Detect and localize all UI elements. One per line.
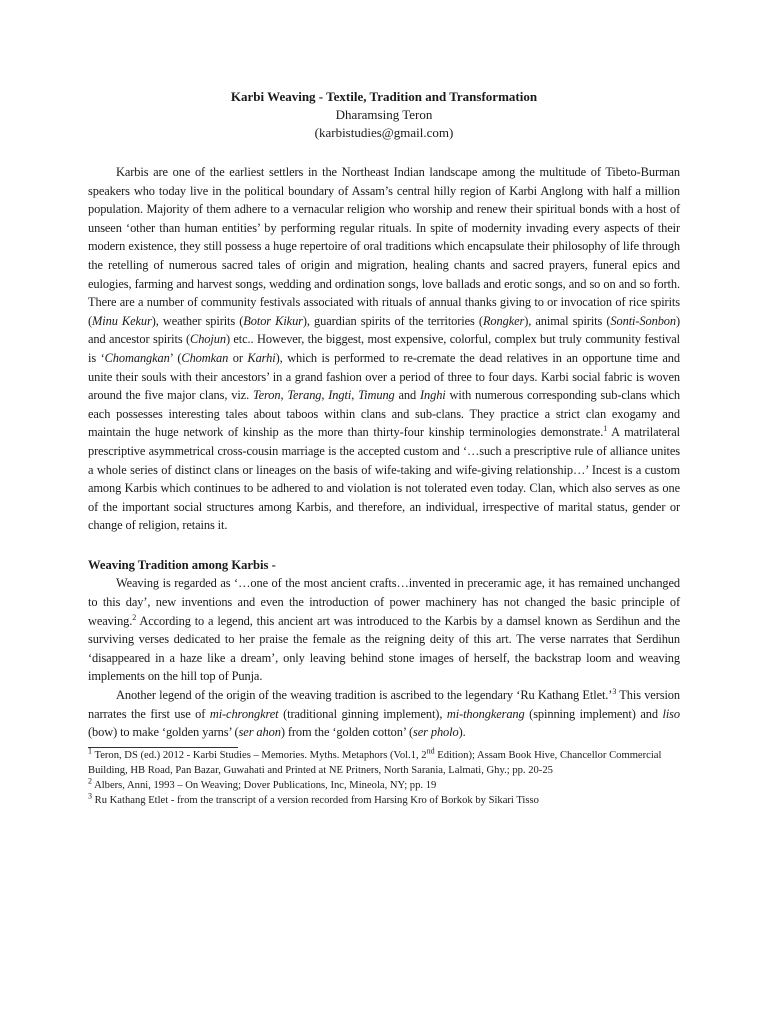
text-run: A matrilateral prescriptive asymmetrical cross-cousin marriage is the accepted custom and ‘…such a prescriptive rule of alliance unites a whole series of distinct clans or lineages on the basis of wife-taking and wife-giving relationship…’ Incest is a custom among Karbis which continues to be adhered to and violation is not tolerated even today. Clan, which also serves as one of the important social structures among Karbis, and therefore, an individual, irrespective of marital status, gender or change of religion, retains it. (88, 425, 680, 533)
author-name: Dharamsing Teron (335, 107, 433, 122)
text-run: Another legend of the origin of the weaving tradition is ascribed to the legendary ‘Ru Kathang Etlet.’ (116, 688, 613, 703)
text-run: According to a legend, this ancient art was introduced to the Karbis by a damsel known as Serdihun and the surviving verses dedicated to her praise the female as the reigning deity of this art. The verse narrates that Serdihun ‘disappeared in a haze like a dream’, only leaving behind stone images of herself, the backstrap loom and weaving implements on the hill top of Punja. (88, 613, 680, 684)
text-run: Weaving is regarded as ‘…one of the most ancient crafts…invented in preceramic age, it has remained unchanged to this day’, new inventions and even the introduction of power machinery has not changed the basic principle of weaving. (88, 576, 680, 628)
italic-term: Chomangkan (104, 350, 170, 365)
text-run: , (280, 388, 288, 403)
italic-term: Minu Kekur (92, 313, 152, 328)
text-run: (traditional ginning implement), (278, 706, 447, 721)
text-run: or (228, 350, 248, 365)
italic-term: Terang (287, 388, 322, 403)
text-run: ) from the ‘golden cotton’ ( (280, 725, 414, 740)
italic-term: mi-chrongkret (209, 706, 279, 721)
italic-term: Ingti (328, 388, 352, 403)
italic-term: Karhi (247, 350, 276, 365)
footnote-2 (88, 778, 680, 793)
text-run: ), guardian spirits of the territories ( (302, 313, 483, 328)
footnote-ref: 1 (88, 746, 92, 756)
footnote-3 (88, 793, 680, 808)
italic-term: Teron (252, 388, 281, 403)
footnote-ref: 1 (603, 424, 608, 434)
author-email: (karbistudies@gmail.com) (314, 125, 454, 140)
text-run: Karbis are one of the earliest settlers in the Northeast Indian landscape among the multitude of Tibeto-Burman speakers who today live in the political boundary of Assam’s central hilly region of Karbi Anglong with half a million population. Majority of them adhere to a vernacular religion who worship and renew their spiritual bonds with a host of unseen ‘other than human entities’ by performing regular rituals. In spite of modernity invading every aspects of their modern existence, they still possess a huge repertoire of oral traditions which encapsulate their philosophy of life through the retelling of numerous sacred tales of origin and migration, healing chants and sacred prayers, funeral epics and eulogies, farming and harvest songs, wedding and ordination songs, love ballads and erotic songs, and so on and so forth. There are a number of community festivals associated with rituals of annual thanks giving to or invocation of rice spirits ( (88, 165, 680, 328)
text-run: ). (458, 725, 466, 740)
text-run: ), animal spirits ( (524, 313, 611, 328)
text-run: ) etc.. However, the biggest, most expensive, colorful, complex but truly community festival is ‘ (88, 332, 680, 365)
text-run: This version narrates the first use of (88, 688, 680, 721)
document-page (88, 88, 680, 809)
italic-term: Rongker (482, 313, 525, 328)
italic-term: liso (662, 706, 680, 721)
text-run: Albers, Anni, 1993 – On Weaving; Dover Publications, Inc, Mineola, NY; pp. 19 (92, 780, 437, 792)
italic-term: Chojun (190, 332, 226, 347)
title-block (88, 88, 680, 142)
italic-term: Sonti-Sonbon (610, 313, 676, 328)
footnote-ref: 2 (132, 612, 137, 622)
document-title: Karbi Weaving - Textile, Tradition and Transformation (230, 89, 538, 104)
footnote-ref: 3 (88, 791, 92, 801)
intro-paragraph (88, 163, 680, 535)
footnote-ref: 3 (612, 686, 617, 696)
italic-term: mi-thongkerang (446, 706, 525, 721)
italic-term: Inghi (420, 388, 446, 403)
text-run: , (351, 388, 359, 403)
italic-term: Chomkan (181, 350, 229, 365)
italic-term: ser pholo (413, 725, 459, 740)
text-run: and (394, 388, 420, 403)
weaving-paragraph (88, 574, 680, 686)
footnote-ref: 2 (88, 776, 92, 786)
text-run: Edition); Assam Book Hive, Chancellor Commercial Building, HB Road, Pan Bazar, Guwahati and Printed at NE Pritners, North Sarania, Lalmati, Ghy.; pp. 20-25 (88, 749, 662, 777)
text-run: with numerous corresponding sub-clans which each possesses interesting tales about taboos within clans and sub-clans. They practice a strict clan exogamy and maintain the huge network of kinship as the more than thirty-four kinship terminologies demonstrate. (88, 388, 680, 440)
footnote-ref: nd (426, 746, 435, 756)
text-run: ), weather spirits ( (151, 313, 244, 328)
text-run: Ru Kathang Etlet - from the transcript of a version recorded from Harsing Kro of Borkok by Sikari Tisso (92, 795, 539, 807)
text-run: (spinning implement) and (524, 706, 663, 721)
text-run: (bow) to make ‘golden yarns’ ( (88, 725, 239, 740)
text-run: ), which is performed to re-cremate the dead relatives in an opportune time and unite their souls with their ancestors’ in a grand fashion over a period of three to four days. Karbi social fabric is woven around the five major clans, viz. (88, 350, 680, 403)
italic-term: ser ahon (238, 725, 281, 740)
text-run: ) and ancestor spirits ( (88, 313, 681, 347)
legend-paragraph (88, 686, 680, 742)
text-run: Teron, DS (ed.) 2012 - Karbi Studies – Memories. Myths. Metaphors (Vol.1, 2 (92, 749, 427, 761)
italic-term: Timung (358, 388, 395, 403)
section-heading: Weaving Tradition among Karbis - (88, 557, 276, 572)
footnote-1 (88, 748, 680, 778)
text-run: , (321, 388, 329, 403)
italic-term: Botor Kikur (243, 313, 303, 328)
text-run: ’ ( (169, 350, 182, 365)
